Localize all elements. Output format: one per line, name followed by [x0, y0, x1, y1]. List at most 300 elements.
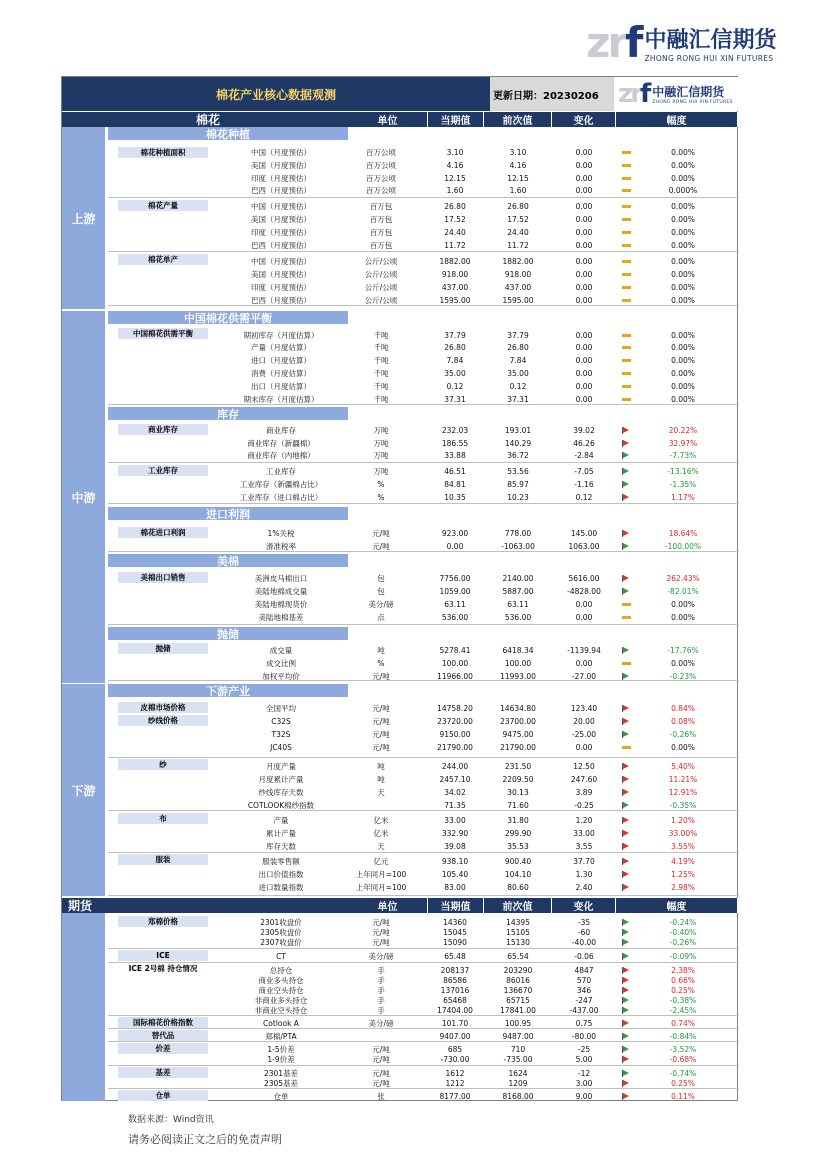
table-row [62, 827, 739, 839]
row-previous: 15105 [506, 927, 530, 937]
table-row [62, 814, 739, 826]
table-row [62, 1018, 739, 1028]
row-change: -0.06 [574, 951, 594, 961]
row-name: 美国（月度预估） [251, 269, 311, 279]
row-separator [108, 1015, 739, 1016]
row-percent: 0.00% [671, 214, 695, 224]
row-name: 巴西（月度预估） [251, 185, 311, 195]
row-name: CT [276, 951, 286, 961]
row-change: 123.40 [570, 703, 598, 713]
row-previous: 23700.00 [500, 716, 536, 726]
row-name: 加权平均价 [262, 671, 300, 681]
row-change: -1.16 [574, 479, 594, 489]
row-percent: 0.00% [671, 256, 695, 266]
row-percent: 11.21% [668, 774, 698, 784]
brand-en: ZHONG RONG HUI XIN FUTURES [644, 53, 774, 63]
row-current: 12.15 [444, 173, 466, 183]
row-unit: % [377, 479, 385, 489]
row-name: 美陆地棉成交量 [254, 586, 308, 596]
table-row [62, 786, 739, 798]
row-previous: 140.29 [504, 438, 532, 448]
row-previous: 86016 [506, 975, 530, 985]
table-row [62, 200, 739, 212]
row-change: 145.00 [570, 528, 598, 538]
table-row [62, 985, 739, 995]
row-percent: 0.11% [671, 1091, 695, 1101]
row-current: 11966.00 [437, 671, 473, 681]
row-unit: 百万包 [369, 201, 393, 211]
row-change: 0.00 [575, 612, 593, 622]
row-previous: 918.00 [504, 269, 532, 279]
table-row [62, 491, 739, 503]
row-previous: 65715 [506, 995, 530, 1005]
row-percent: -0.40% [669, 927, 697, 937]
group-apparel: 服装 [118, 854, 208, 865]
row-change: 5616.00 [568, 573, 600, 583]
row-percent: 0.00% [671, 282, 695, 292]
row-name: 印度（月度预估） [251, 227, 311, 237]
sub-us-cotton: 美棉 [108, 554, 348, 567]
row-name: 工业库存（进口棉占比） [239, 492, 323, 502]
row-change: -27.00 [571, 671, 597, 681]
row-percent: 12.91% [668, 787, 698, 797]
row-unit: 公斤/公顷 [364, 256, 398, 266]
row-change: 0.00 [575, 295, 593, 305]
row-unit: 吨 [377, 645, 385, 655]
row-percent: 1.20% [671, 815, 695, 825]
futures-header-percent: 幅度 [616, 898, 738, 913]
row-previous: 24.40 [507, 227, 529, 237]
row-current: 34.02 [444, 787, 466, 797]
table-row [62, 855, 739, 867]
row-current: 105.40 [441, 869, 469, 879]
row-percent: -1.35% [669, 479, 697, 489]
section-futures: 期货 [62, 898, 348, 913]
row-change: 0.00 [575, 240, 593, 250]
group-reserve: 抛储 [118, 643, 208, 654]
row-change: 0.00 [575, 214, 593, 224]
table-row [62, 927, 739, 937]
table-row [62, 995, 739, 1005]
row-unit: 元/吨 [372, 541, 390, 551]
row-change: 346 [576, 985, 592, 995]
row-percent: -0.74% [669, 1068, 697, 1078]
row-previous: 35.53 [507, 841, 529, 851]
row-separator [108, 757, 739, 758]
row-current: 63.11 [444, 599, 466, 609]
row-unit: 万吨 [373, 466, 389, 476]
row-percent: 0.84% [671, 703, 695, 713]
row-unit: 千吨 [373, 342, 389, 352]
row-change: -25.00 [571, 729, 597, 739]
table-row [62, 611, 739, 623]
row-unit: 万吨 [373, 450, 389, 460]
row-current: 17.52 [444, 214, 466, 224]
row-percent: 3.55% [671, 841, 695, 851]
group-import-profit: 棉花进口利润 [118, 527, 208, 538]
table-row [62, 424, 739, 436]
row-current: 17404.00 [437, 1005, 473, 1015]
row-name: 产量 [273, 815, 289, 825]
row-unit: 手 [377, 985, 385, 995]
row-percent: 1.17% [671, 492, 695, 502]
table-row [62, 965, 739, 975]
table-row [62, 773, 739, 785]
row-name: 印度（月度预估） [251, 282, 311, 292]
row-name: 期末库存（月度估算） [243, 394, 319, 404]
table-row [62, 975, 739, 985]
table-row [62, 294, 739, 306]
sub-reserve: 抛储 [108, 627, 348, 640]
table-row [62, 172, 739, 184]
row-percent: 0.08% [671, 716, 695, 726]
row-current: 1.60 [446, 185, 464, 195]
row-previous: 37.79 [507, 330, 529, 340]
table-row [62, 478, 739, 490]
row-change: 33.00 [573, 828, 595, 838]
row-unit: 千吨 [373, 330, 389, 340]
sub-planting: 棉花种植 [108, 127, 348, 140]
row-name: 巴西（月度预估） [251, 240, 311, 250]
row-percent: 0.000% [668, 185, 698, 195]
group-ice-position: ICE 2号棉 持仓情况 [118, 963, 208, 974]
row-unit: 元/吨 [372, 528, 390, 538]
row-change: 46.26 [573, 438, 595, 448]
row-percent: -0.26% [669, 937, 697, 947]
row-change: 0.00 [575, 742, 593, 752]
row-name: 1-5价差 [267, 1044, 295, 1054]
row-change: 0.00 [575, 256, 593, 266]
row-unit: 元/吨 [372, 716, 390, 726]
row-current: 208137 [440, 965, 470, 975]
row-change: 5.00 [575, 1054, 593, 1064]
row-percent: -3.52% [669, 1044, 697, 1054]
row-current: 37.79 [444, 330, 466, 340]
row-name: 成交比例 [266, 658, 296, 668]
row-current: 9150.00 [439, 729, 471, 739]
row-change: 3.00 [575, 1078, 593, 1088]
row-unit [348, 799, 414, 811]
row-unit: 万吨 [373, 438, 389, 448]
row-current: 1212 [445, 1078, 465, 1088]
row-current: 35.00 [444, 368, 466, 378]
row-percent: 5.40% [671, 761, 695, 771]
row-name: T32S [271, 729, 291, 739]
row-separator [108, 1041, 739, 1042]
table-row [62, 1078, 739, 1088]
row-unit: 元/吨 [372, 917, 390, 927]
row-separator [108, 462, 739, 463]
row-current: 15090 [443, 937, 467, 947]
row-unit: 百万公顷 [366, 160, 396, 170]
table-row [62, 184, 739, 196]
table-row [62, 881, 739, 893]
table-row [62, 715, 739, 727]
group-substitute: 替代品 [118, 1030, 208, 1041]
row-change: 37.70 [573, 856, 595, 866]
row-current: 685 [447, 1044, 463, 1054]
row-name: 中国（月度预估） [251, 256, 311, 266]
row-separator [108, 1088, 739, 1089]
row-unit: 点 [377, 612, 385, 622]
table-row [62, 393, 739, 405]
row-current: 1059.00 [439, 586, 471, 596]
row-name: 进口数量指数 [258, 882, 304, 892]
row-separator [108, 962, 739, 963]
row-unit: 手 [377, 975, 385, 985]
table-row [62, 951, 739, 961]
row-previous: 0.12 [509, 381, 527, 391]
row-name: 工业库存（新疆棉占比） [239, 479, 323, 489]
row-name: 2301基差 [263, 1068, 299, 1078]
row-name: 库存天数 [266, 841, 296, 851]
row-name: 纱线库存天数 [258, 787, 304, 797]
table-row [62, 226, 739, 238]
futures-header-previous: 前次值 [484, 898, 552, 913]
row-current: 0.00 [446, 541, 464, 551]
row-previous: 203290 [503, 965, 533, 975]
table-row [62, 917, 739, 927]
row-unit: 千吨 [373, 355, 389, 365]
sub-import-profit: 进口利润 [108, 507, 348, 520]
row-unit: 元/吨 [372, 927, 390, 937]
table-row [62, 1054, 739, 1064]
sub-balance: 中国棉花供需平衡 [108, 311, 348, 324]
row-percent: 0.00% [671, 599, 695, 609]
row-separator [108, 197, 739, 198]
row-previous: 71.60 [507, 800, 529, 810]
row-previous: 8168.00 [502, 1091, 534, 1101]
row-name: 1-9价差 [267, 1054, 295, 1064]
row-separator [108, 503, 739, 504]
row-unit: 百万包 [369, 240, 393, 250]
table-row [62, 354, 739, 366]
row-previous: -1063.00 [501, 541, 535, 551]
row-percent: 0.25% [671, 1078, 695, 1088]
row-current: 7756.00 [439, 573, 471, 583]
row-previous: 3.10 [509, 147, 527, 157]
row-percent: -0.35% [669, 800, 697, 810]
group-supply: 中国棉花供需平衡 [118, 328, 208, 339]
row-change: 0.00 [575, 381, 593, 391]
data-table [61, 76, 738, 1101]
row-unit: 张 [377, 1091, 385, 1101]
futures-header-current: 当期值 [428, 898, 484, 913]
table-row [62, 329, 739, 341]
row-name: 2301收盘价 [260, 917, 302, 927]
row-unit: 美分/磅 [368, 599, 394, 609]
row-name: 产量（月度估算） [251, 342, 311, 352]
row-percent: -0.09% [669, 951, 697, 961]
row-current: 244.00 [441, 761, 469, 771]
row-percent: -100.00% [664, 541, 702, 551]
row-name: 出口价值指数 [258, 869, 304, 879]
row-change: 0.00 [575, 173, 593, 183]
row-unit: 元/吨 [372, 937, 390, 947]
row-name: 商业库存（内地棉） [247, 450, 315, 460]
row-name: 商业库存 [266, 425, 296, 435]
row-previous: 26.80 [507, 342, 529, 352]
row-previous: 900.40 [504, 856, 532, 866]
row-change: 0.00 [575, 394, 593, 404]
group-spread: 价差 [118, 1043, 208, 1054]
header-previous: 前次值 [484, 112, 552, 127]
stage-midstream: 中游 [62, 311, 105, 683]
row-unit: % [377, 492, 385, 502]
row-current: 39.08 [444, 841, 466, 851]
row-change: 247.60 [570, 774, 598, 784]
row-change: 0.12 [575, 492, 593, 502]
row-change: 0.00 [575, 160, 593, 170]
row-previous: 14395 [506, 917, 530, 927]
row-unit: 万吨 [373, 425, 389, 435]
group-warehouse: 仓单 [118, 1090, 208, 1101]
row-change: 0.00 [575, 342, 593, 352]
row-percent: 0.00% [671, 342, 695, 352]
table-row [62, 728, 739, 740]
row-percent: 0.00% [671, 658, 695, 668]
row-name: 总持仓 [269, 965, 293, 975]
row-change: 39.02 [573, 425, 595, 435]
row-percent: 0.00% [671, 269, 695, 279]
row-name: 商业空头持仓 [258, 985, 304, 995]
row-change: 1.20 [575, 815, 593, 825]
row-percent: 0.00% [671, 147, 695, 157]
row-current: 86586 [443, 975, 467, 985]
row-separator [108, 852, 739, 853]
group-us-export: 美棉出口销售 [118, 572, 208, 583]
row-unit: 元/吨 [372, 1078, 390, 1088]
row-name: 非商业多头持仓 [254, 995, 308, 1005]
row-current: 33.00 [444, 815, 466, 825]
group-yarn: 纱 [118, 759, 208, 770]
row-name: 中国（月度预估） [251, 147, 311, 157]
row-previous: 4.16 [509, 160, 527, 170]
row-percent: 0.66% [671, 975, 695, 985]
table-row [62, 937, 739, 947]
row-current: 9407.00 [439, 1031, 471, 1041]
row-percent: 0.00% [671, 227, 695, 237]
row-previous: 65.54 [507, 951, 529, 961]
row-unit: 百万公顷 [366, 173, 396, 183]
row-previous: 9475.00 [502, 729, 534, 739]
row-current: 332.90 [441, 828, 469, 838]
row-unit: 包 [377, 586, 385, 596]
row-unit: 元/吨 [372, 742, 390, 752]
row-percent: 0.00% [671, 381, 695, 391]
row-current: 65.48 [444, 951, 466, 961]
group-output: 棉花产量 [118, 200, 208, 211]
row-change: 0.00 [575, 147, 593, 157]
row-unit: 千吨 [373, 394, 389, 404]
row-current: 232.03 [441, 425, 469, 435]
row-current: 37.31 [444, 394, 466, 404]
row-name: JC40S [270, 742, 292, 752]
group-commercial: 商业库存 [118, 424, 208, 435]
table-row [62, 159, 739, 171]
row-name: 1%关税 [267, 528, 295, 538]
row-percent: 2.38% [671, 965, 695, 975]
row-name: 美洲皮马棉出口 [254, 573, 308, 583]
table-row [62, 657, 739, 669]
row-percent: 32.97% [668, 438, 698, 448]
row-previous: 15130 [506, 937, 530, 947]
row-name: 期初库存（月度估算） [243, 330, 319, 340]
table-row [62, 670, 739, 682]
row-percent: 0.25% [671, 985, 695, 995]
header-current: 当期值 [428, 112, 484, 127]
row-change: -7.05 [574, 466, 594, 476]
row-previous: 5887.00 [502, 586, 534, 596]
row-change: 0.00 [575, 227, 593, 237]
table-row [62, 437, 739, 449]
row-current: 65468 [443, 995, 467, 1005]
group-retail: 皮棉市场价格 [118, 702, 208, 713]
row-current: 24.40 [444, 227, 466, 237]
row-name: 印度（月度预估） [251, 173, 311, 183]
disclaimer: 请务必阅读正文之后的免责声明 [128, 1133, 282, 1146]
row-name: Cotlook A [263, 1018, 299, 1028]
row-previous: 12.15 [507, 173, 529, 183]
group-industrial: 工业库存 [118, 465, 208, 476]
row-previous: 21790.00 [500, 742, 536, 752]
row-previous: 10.23 [507, 492, 529, 502]
row-percent: 0.00% [671, 295, 695, 305]
row-current: 15045 [443, 927, 467, 937]
row-unit: 亿元 [373, 856, 389, 866]
row-name: 商业库存（新疆棉） [247, 438, 315, 448]
row-unit: 元/吨 [372, 1054, 390, 1064]
row-current: 2457.10 [439, 774, 471, 784]
row-unit: 美分/磅 [368, 951, 394, 961]
table-row [62, 239, 739, 251]
row-unit: 天 [377, 787, 385, 797]
table-row [62, 367, 739, 379]
row-percent: -17.76% [667, 645, 699, 655]
row-change: 0.75 [575, 1018, 593, 1028]
row-previous: 1882.00 [502, 256, 534, 266]
row-current: 137016 [440, 985, 470, 995]
row-percent: -13.16% [667, 466, 699, 476]
row-current: 4.16 [446, 160, 464, 170]
logo-mark: zrf [586, 18, 641, 67]
row-previous: -735.00 [503, 1054, 533, 1064]
row-unit: 元/吨 [372, 703, 390, 713]
row-percent: -0.38% [669, 995, 697, 1005]
row-previous: 17.52 [507, 214, 529, 224]
row-name: 月度累计产量 [258, 774, 304, 784]
row-previous: 710 [510, 1044, 526, 1054]
table-row [62, 281, 739, 293]
row-unit: 元/吨 [372, 1068, 390, 1078]
row-percent: 4.19% [671, 856, 695, 866]
row-current: 923.00 [441, 528, 469, 538]
row-name: 进口（月度估算） [251, 355, 311, 365]
row-previous: 536.00 [504, 612, 532, 622]
table-row [62, 341, 739, 353]
row-change: 0.00 [575, 185, 593, 195]
row-unit: 上年同月=100 [355, 882, 407, 892]
row-unit: 吨 [377, 761, 385, 771]
row-current: 437.00 [441, 282, 469, 292]
row-unit: 元/吨 [372, 671, 390, 681]
row-percent: -0.84% [669, 1031, 697, 1041]
row-change: 2.40 [575, 882, 593, 892]
row-percent: 0.00% [671, 160, 695, 170]
row-previous: 11993.00 [500, 671, 536, 681]
row-change: 9.00 [575, 1091, 593, 1101]
row-name: 美国（月度预估） [251, 160, 311, 170]
